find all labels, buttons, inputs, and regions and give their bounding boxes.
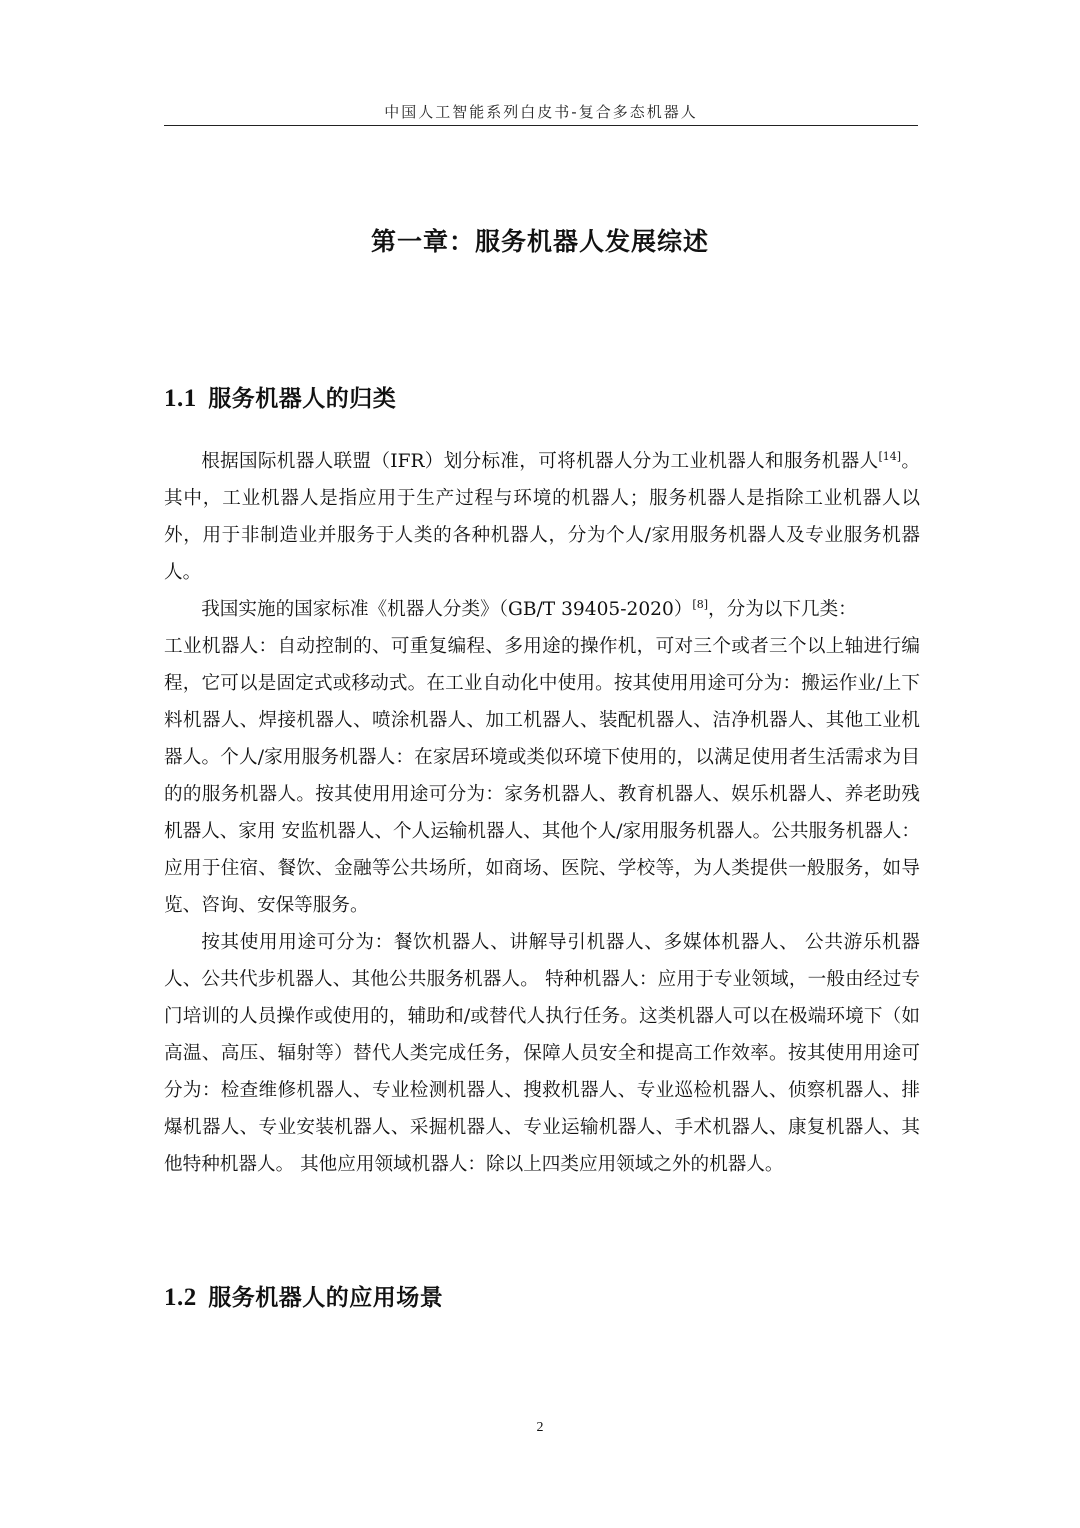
paragraph-text: 根据国际机器人联盟（IFR）划分标准，可将机器人分为工业机器人和服务机器人 bbox=[201, 451, 879, 472]
paragraph-public-and-special-robots: 按其使用用途可分为：餐饮机器人、讲解导引机器人、多媒体机器人、 公共游乐机器人、公共代步机器人、其他公共服务机器人。 特种机器人：应用于专业领域，一般由经过专门培训的人员操作或使用的，辅助和/或替代人执行任务。这类机器人可以在极端环境下（如高温、高压、辐射等）替代人类完成任务，保障人员安全和提高工作效率。按其使用用途可分为：检查维修机器人、专业检测机器人、搜救机器人、专业巡检机器人、侦察机器人、排爆机器人、专业安装机器人、采掘机器人、专业运输机器人、手术机器人、康复机器人、其他特种机器人。 其他应用领域机器人：除以上四类应用领域之外的机器人。 bbox=[164, 932, 920, 1175]
section-heading-1-1 bbox=[164, 380, 396, 413]
paragraph-text: 我国实施的国家标准《机器人分类》（GB/T 39405-2020） bbox=[201, 599, 693, 620]
paragraph-text: ，分为以下几类： bbox=[708, 599, 857, 620]
citation-marker: [8] bbox=[692, 598, 709, 611]
header-divider bbox=[164, 125, 918, 126]
citation-marker: [14] bbox=[878, 450, 902, 463]
page-number: 2 bbox=[536, 1420, 544, 1435]
section-number: 1.1 bbox=[164, 385, 197, 412]
section-title: 服务机器人的归类 bbox=[208, 386, 397, 412]
section-title: 服务机器人的应用场景 bbox=[208, 1285, 444, 1311]
section-number: 1.2 bbox=[164, 1284, 197, 1311]
paragraph-robot-categories: 工业机器人：自动控制的、可重复编程、多用途的操作机，可对三个或者三个以上轴进行编程，它可以是固定式或移动式。在工业自动化中使用。按其使用用途可分为：搬运作业/上下料机器人、焊接机器人、喷涂机器人、加工机器人、装配机器人、洁净机器人、其他工业机器人。个人/家用服务机器人：在家居环境或类似环境下使用的，以满足使用者生活需求为目的的服务机器人。按其使用用途可分为：家务机器人、教育机器人、娱乐机器人、养老助残机器人、家用 安监机器人、个人运输机器人、其他个人/家用服务机器人。公共服务机器人：应用于住宿、餐饮、金融等公共场所，如商场、医院、学校等，为人类提供一般服务，如导览、咨询、安保等服务。 bbox=[164, 636, 920, 916]
paragraph-text: 。其中，工业机器人是指应用于生产过程与环境的机器人；服务机器人是指除工业机器人以外，用于非制造业并服务于人类的各种机器人，分为个人/家用服务机器人及专业服务机器人。 bbox=[164, 451, 920, 583]
running-header: 中国人工智能系列白皮书-复合多态机器人 bbox=[384, 103, 698, 121]
paragraph-ifr-classification bbox=[164, 443, 920, 591]
chapter-title: 第一章：服务机器人发展综述 bbox=[370, 227, 709, 256]
paragraph-national-standard bbox=[164, 591, 920, 628]
section-heading-1-2 bbox=[164, 1279, 443, 1312]
section-1-1-body bbox=[164, 443, 920, 1183]
